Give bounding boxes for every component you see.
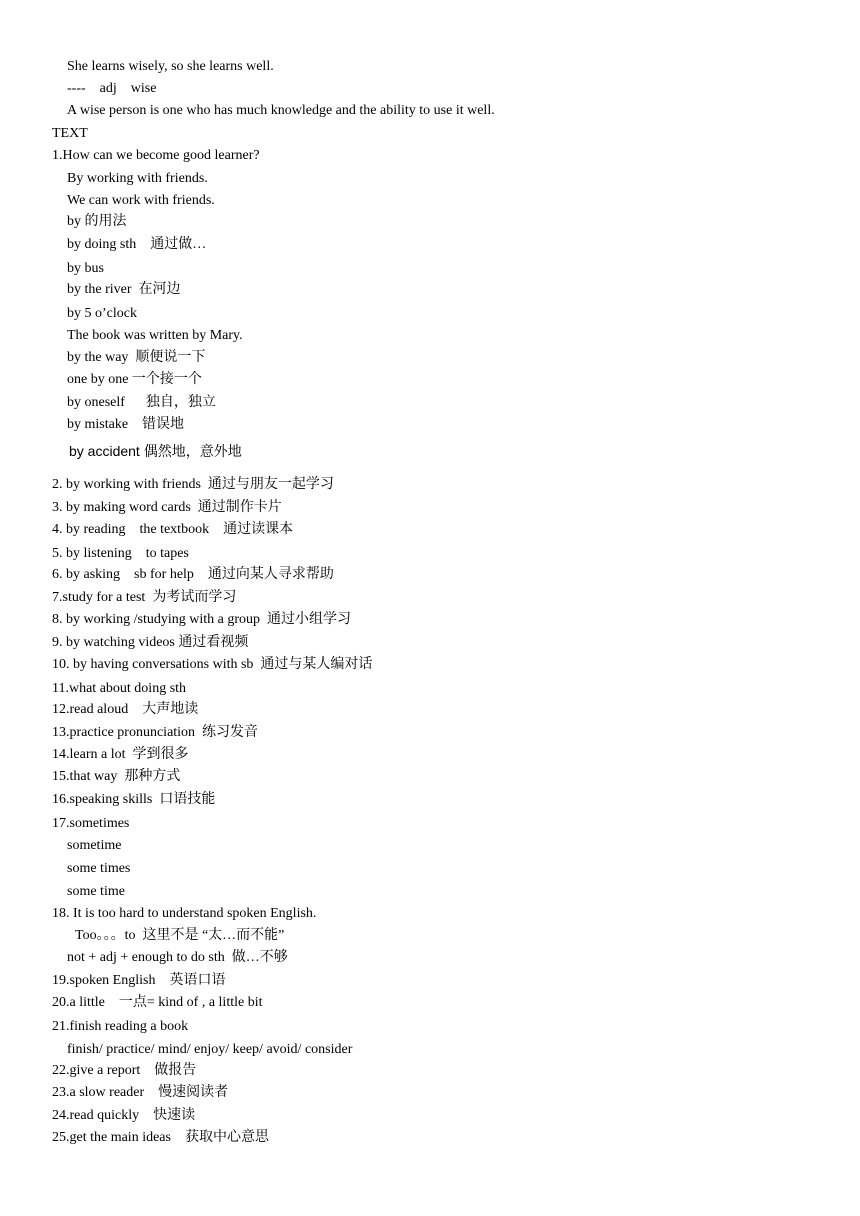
text-line: by accident 偶然地，意外地 bbox=[69, 443, 242, 459]
text-line: by the river 在河边 bbox=[67, 282, 181, 297]
list-item: 14.learn a lot 学到很多 bbox=[52, 747, 189, 762]
list-item: 18. It is too hard to understand spoken English. bbox=[52, 906, 317, 921]
list-item: 23.a slow reader 慢速阅读者 bbox=[52, 1085, 229, 1100]
list-item: 9. by watching videos 通过看视频 bbox=[52, 635, 249, 650]
text-line: She learns wisely, so she learns well. bbox=[67, 59, 274, 74]
list-item: 8. by working /studying with a group 通过小组学习 bbox=[52, 612, 352, 627]
section-heading: TEXT bbox=[52, 126, 88, 141]
text-line: by oneself 独自，独立 bbox=[67, 395, 216, 410]
text-line: By working with friends. bbox=[67, 171, 208, 186]
list-item: 20.a little 一点= kind of , a little bit bbox=[52, 995, 263, 1010]
text-line: by mistake 错误地 bbox=[67, 417, 185, 432]
text-line: not + adj + enough to do sth 做…不够 bbox=[67, 950, 288, 965]
text-line: by the way 顺便说一下 bbox=[67, 350, 206, 365]
list-item: 4. by reading the textbook 通过读课本 bbox=[52, 522, 294, 537]
list-item: 22.give a report 做报告 bbox=[52, 1063, 197, 1078]
text-line: some times bbox=[67, 861, 131, 876]
list-item: 15.that way 那种方式 bbox=[52, 769, 181, 784]
text-line: sometime bbox=[67, 838, 122, 853]
list-item: 11.what about doing sth bbox=[52, 681, 187, 696]
question-line: 1.How can we become good learner? bbox=[52, 148, 260, 163]
list-item: 6. by asking sb for help 通过向某人寻求帮助 bbox=[52, 567, 334, 582]
list-item: 3. by making word cards 通过制作卡片 bbox=[52, 500, 282, 515]
text-line: finish/ practice/ mind/ enjoy/ keep/ avoid/ consider bbox=[67, 1042, 353, 1057]
list-item: 10. by having conversations with sb 通过与某人编对话 bbox=[52, 657, 373, 672]
text-line: by bus bbox=[67, 261, 104, 276]
text-line: The book was written by Mary. bbox=[67, 328, 243, 343]
text-line: A wise person is one who has much knowledge and the ability to use it well. bbox=[67, 103, 495, 118]
text-line: by 的用法 bbox=[67, 214, 127, 229]
list-item: 24.read quickly 快速读 bbox=[52, 1108, 196, 1123]
list-item: 19.spoken English 英语口语 bbox=[52, 973, 226, 988]
text-line: Too。。。to 这里不是 “太…而不能” bbox=[75, 928, 285, 943]
text-line: by 5 o’clock bbox=[67, 306, 137, 321]
list-item: 25.get the main ideas 获取中心意思 bbox=[52, 1130, 269, 1145]
text-line: one by one 一个接一个 bbox=[67, 372, 202, 387]
text-line: We can work with friends. bbox=[67, 193, 215, 208]
list-item: 13.practice pronunciation 练习发音 bbox=[52, 725, 259, 740]
list-item: 12.read aloud 大声地读 bbox=[52, 702, 199, 717]
list-item: 2. by working with friends 通过与朋友一起学习 bbox=[52, 477, 334, 492]
list-item: 5. by listening to tapes bbox=[52, 546, 189, 561]
list-item: 7.study for a test 为考试而学习 bbox=[52, 590, 237, 605]
list-item: 17.sometimes bbox=[52, 816, 130, 831]
list-item: 21.finish reading a book bbox=[52, 1019, 189, 1034]
list-item: 16.speaking skills 口语技能 bbox=[52, 792, 216, 807]
text-line: some time bbox=[67, 884, 125, 899]
text-line: ---- adj wise bbox=[67, 81, 157, 96]
text-line: by doing sth 通过做… bbox=[67, 237, 207, 252]
